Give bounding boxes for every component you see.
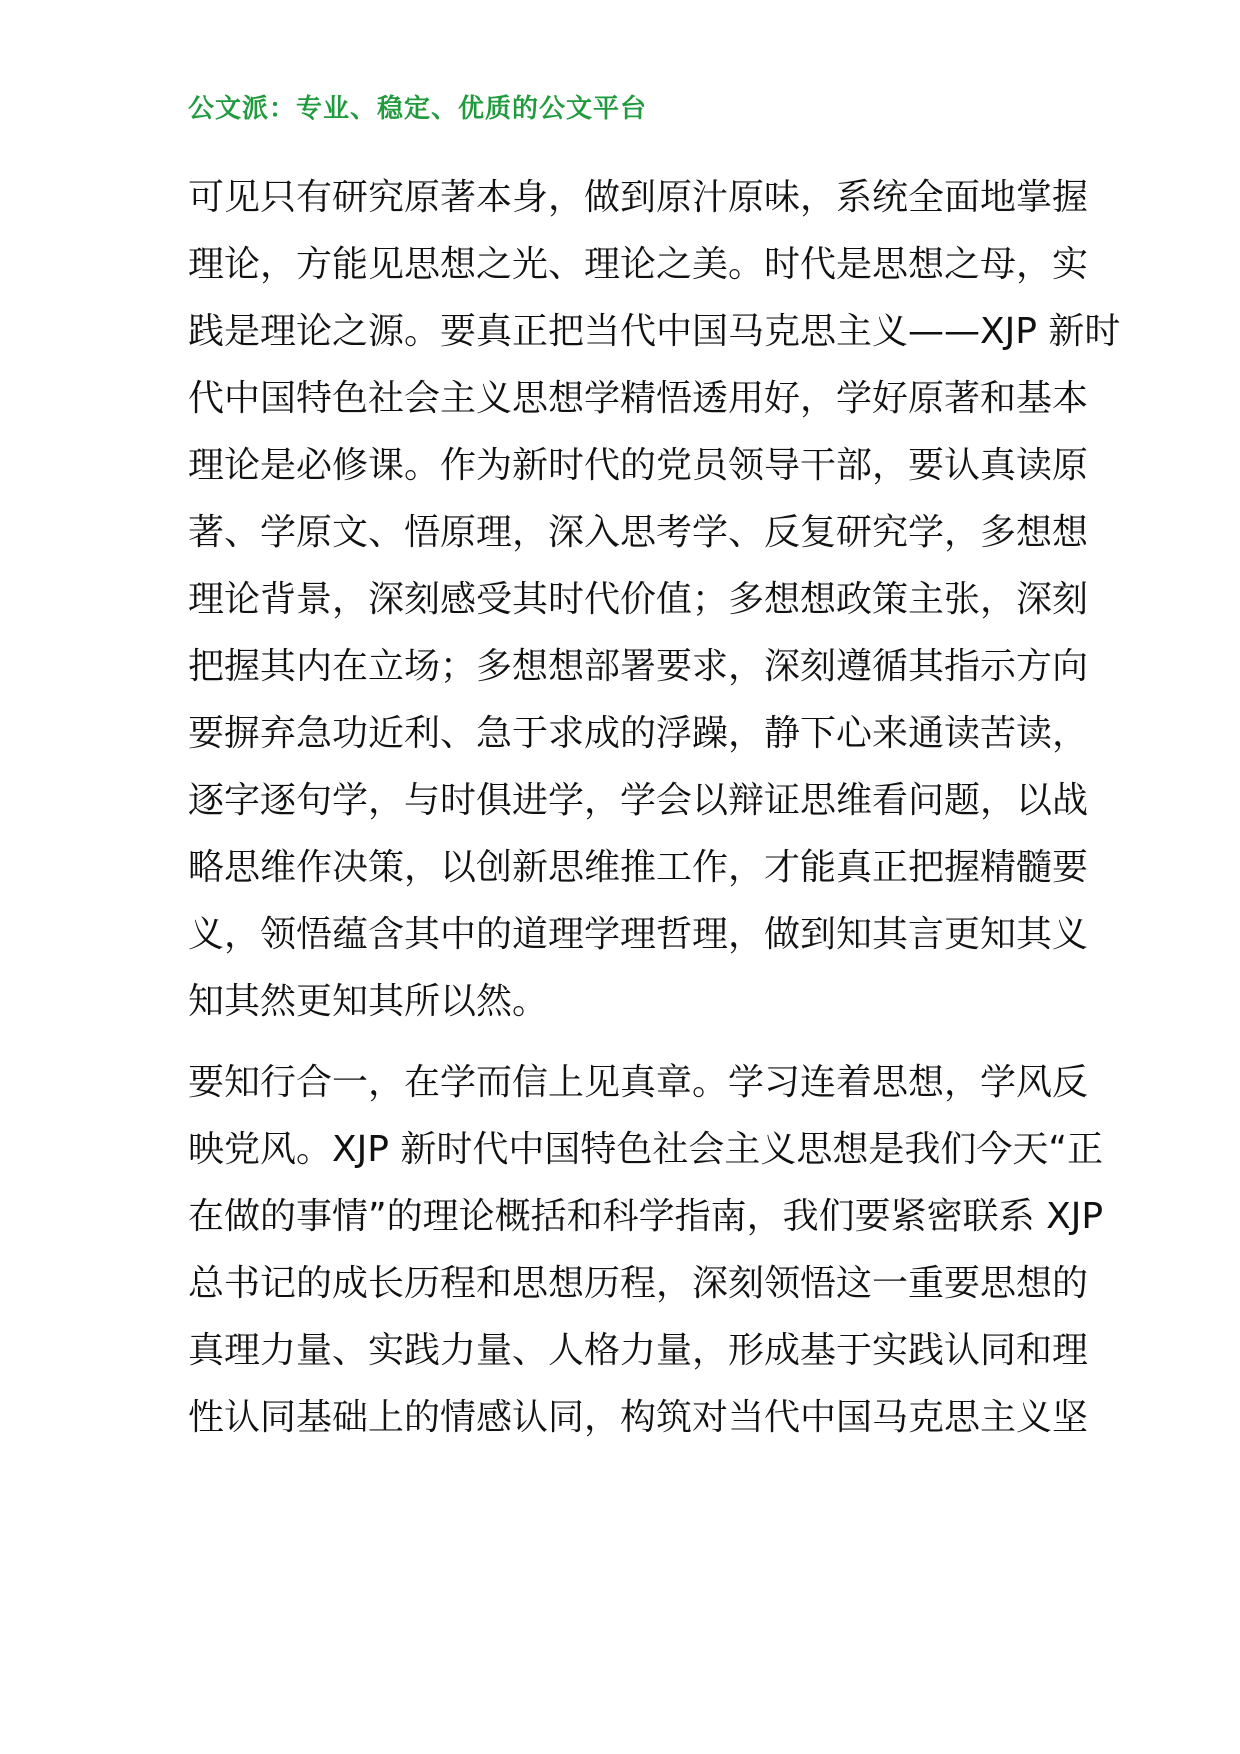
body-line-9: 要摒弃急功近利、急于求成的浮躁，静下心来通读苦读， <box>188 713 1089 754</box>
body-line-2: 理论，方能见思想之光、理论之美。时代是思想之母，实 <box>188 244 1089 285</box>
body-line-15: 映党风。XJP 新时代中国特色社会主义思想是我们今天“正 <box>188 1129 1104 1170</box>
body-line-19: 性认同基础上的情感认同，构筑对当代中国马克思主义坚 <box>188 1397 1089 1438</box>
body-line-14: 要知行合一，在学而信上见真章。学习连着思想，学风反 <box>188 1062 1089 1103</box>
body-line-1: 可见只有研究原著本身，做到原汁原味，系统全面地掌握 <box>188 177 1089 218</box>
body-line-12: 义，领悟蕴含其中的道理学理哲理，做到知其言更知其义 <box>188 914 1089 955</box>
body-line-18: 真理力量、实践力量、人格力量，形成基于实践认同和理 <box>188 1330 1089 1371</box>
body-line-13: 知其然更知其所以然。 <box>188 981 549 1022</box>
body-line-10: 逐字逐句学，与时俱进学，学会以辩证思维看问题，以战 <box>188 780 1089 821</box>
body-line-5: 理论是必修课。作为新时代的党员领导干部，要认真读原 <box>188 445 1089 486</box>
body-line-6: 著、学原文、悟原理，深入思考学、反复研究学，多想想 <box>188 512 1089 553</box>
body-line-11: 略思维作决策，以创新思维推工作，才能真正把握精髓要 <box>188 847 1089 888</box>
body-line-7: 理论背景，深刻感受其时代价值；多想想政策主张，深刻 <box>188 579 1089 620</box>
body-line-4: 代中国特色社会主义思想学精悟透用好，学好原著和基本 <box>188 378 1089 419</box>
body-line-3: 践是理论之源。要真正把当代中国马克思主义——XJP 新时 <box>188 311 1121 352</box>
body-line-8: 把握其内在立场；多想想部署要求，深刻遵循其指示方向 <box>188 646 1089 687</box>
body-line-17: 总书记的成长历程和思想历程，深刻领悟这一重要思想的 <box>188 1263 1089 1304</box>
body-line-16: 在做的事情”的理论概括和科学指南，我们要紧密联系 XJP <box>188 1196 1104 1237</box>
document-header: 公文派：专业、稳定、优质的公文平台 <box>188 94 648 124</box>
